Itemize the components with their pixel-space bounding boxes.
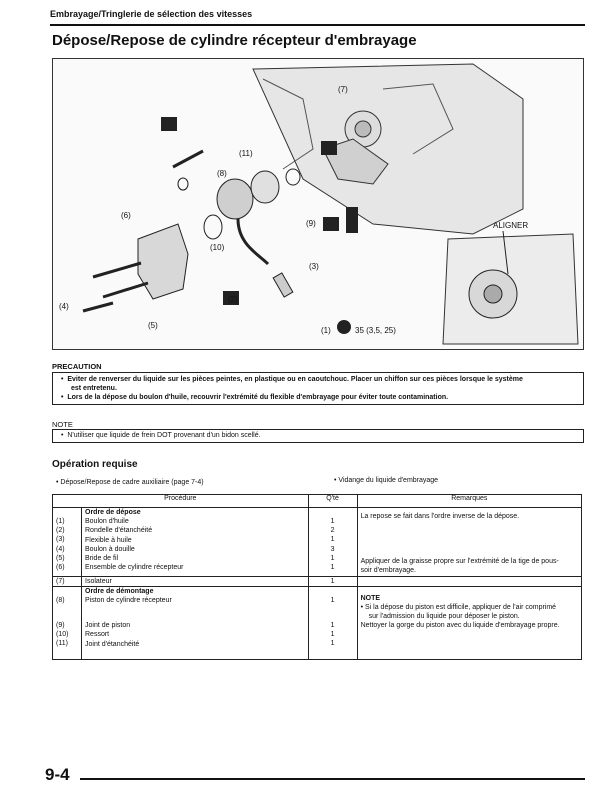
table-row: (8) (9) (10) (11) Ordre de démontage Piston de cylindre récepteur Joint de piston Ressort Joint d'étanchéité 1 1 1 1 NOTE • Si la dépose du piston est difficile, appliquer de l'air comprimé sur l'admission du liquide pour déposer le piston. Nettoyer la gorge du piston avec du liquide d'embrayage propre. (53, 586, 582, 659)
header-remarks: Remarques (357, 495, 581, 508)
list-item: Bride de fil (85, 555, 119, 563)
callout-11: (11) (239, 149, 253, 158)
callout-4: (4) (59, 302, 69, 311)
operation-left: • Dépose/Repose de cadre auxiliaire (page 7-4) (56, 479, 204, 486)
list-item: Flexible à huile (85, 536, 132, 544)
remark-note-2: sur l'admission du liquide pour déposer le piston. (368, 613, 520, 621)
precaution-box (52, 372, 584, 405)
footer-rule (80, 778, 585, 780)
depose-heading: Ordre de dépose (85, 509, 141, 516)
note-text: • N'utiliser que liquide de frein DOT provenant d'un bidon scellé. (61, 432, 261, 439)
table-row: (1) (2) (3) (4) (5) (6) Ordre de dépose Boulon d'huile Rondelle d'étanchéité Flexible à huile Boulon à douille Bride de fil Ensemble de cylindre récepteur 1 2 1 3 1 1 La repose se fait dans l'ordre inverse de la dépose. Appliquer de la graisse propre sur l'extrémité de la tige de pous- soir d'embrayage. (53, 508, 582, 577)
callout-3: (3) (309, 262, 319, 271)
callout-10: (10) (210, 243, 225, 252)
demontage-heading: Ordre de démontage (85, 587, 154, 595)
list-item: Boulon d'huile (85, 518, 129, 526)
section-header: Embrayage/Tringlerie de sélection des vitesses (50, 9, 253, 19)
list-item: Ensemble de cylindre récepteur (85, 564, 184, 572)
list-item: Rondelle d'étanchéité (85, 527, 153, 535)
remark-grease-2: soir d'embrayage. (360, 567, 416, 575)
torque-spec: 35 (3,5, 25) (355, 326, 396, 335)
header-qty: Q'té (308, 495, 357, 508)
remark-note-3: Nettoyer la gorge du piston avec du liquide d'embrayage propre. (360, 622, 560, 630)
precaution-label: PRECAUTION (52, 362, 102, 371)
procedure-table (52, 494, 582, 660)
aligner-label: ALIGNER (493, 221, 529, 230)
list-item: Ressort (85, 631, 110, 639)
remark-grease-1: Appliquer de la graisse propre sur l'extrémité de la tige de pous- (360, 558, 559, 566)
diagram-drawing (53, 59, 583, 349)
page-title: Dépose/Repose de cylindre récepteur d'embrayage (52, 32, 417, 49)
list-item: Boulon à douille (85, 545, 135, 553)
callout-2: (2) (228, 295, 238, 304)
callout-9: (9) (306, 219, 316, 228)
callout-6: (6) (121, 211, 131, 220)
list-item: Piston de cylindre récepteur (85, 597, 172, 605)
precaution-item-1-cont: est entretenu. (71, 385, 117, 393)
list-item: Joint d'étanchéité (85, 640, 140, 648)
remark-note-1: • Si la dépose du piston est difficile, appliquer de l'air comprimé (360, 604, 557, 612)
operation-right: • Vidange du liquide d'embrayage (334, 477, 439, 484)
list-item: Joint de piston (85, 622, 131, 630)
precaution-item-2: • Lors de la dépose du boulon d'huile, recouvrir l'extrémité du flexible d'embrayage pour éviter toute contamination. (61, 394, 449, 402)
header-rule (50, 24, 585, 26)
precaution-item-1: • Eviter de renverser du liquide sur les pièces peintes, en plastique ou en caoutchouc. Placer un chiffon sur ces pièces lorsque le système (61, 376, 523, 383)
table-row: (7) Isolateur 1 (53, 576, 582, 586)
page-number: 9-4 (45, 765, 70, 784)
callout-1: (1) (321, 326, 331, 335)
operation-title: Opération requise (52, 459, 138, 470)
callout-5: (5) (148, 321, 158, 330)
exploded-diagram (52, 58, 584, 350)
callout-7: (7) (338, 85, 348, 94)
header-procedure: Procédure (53, 495, 309, 508)
remark-note-label: NOTE (360, 594, 381, 602)
note-box (52, 429, 584, 443)
note-label: NOTE (52, 420, 73, 429)
callout-8: (8) (217, 169, 227, 178)
remark-repose: La repose se fait dans l'ordre inverse de la dépose. (360, 513, 520, 520)
